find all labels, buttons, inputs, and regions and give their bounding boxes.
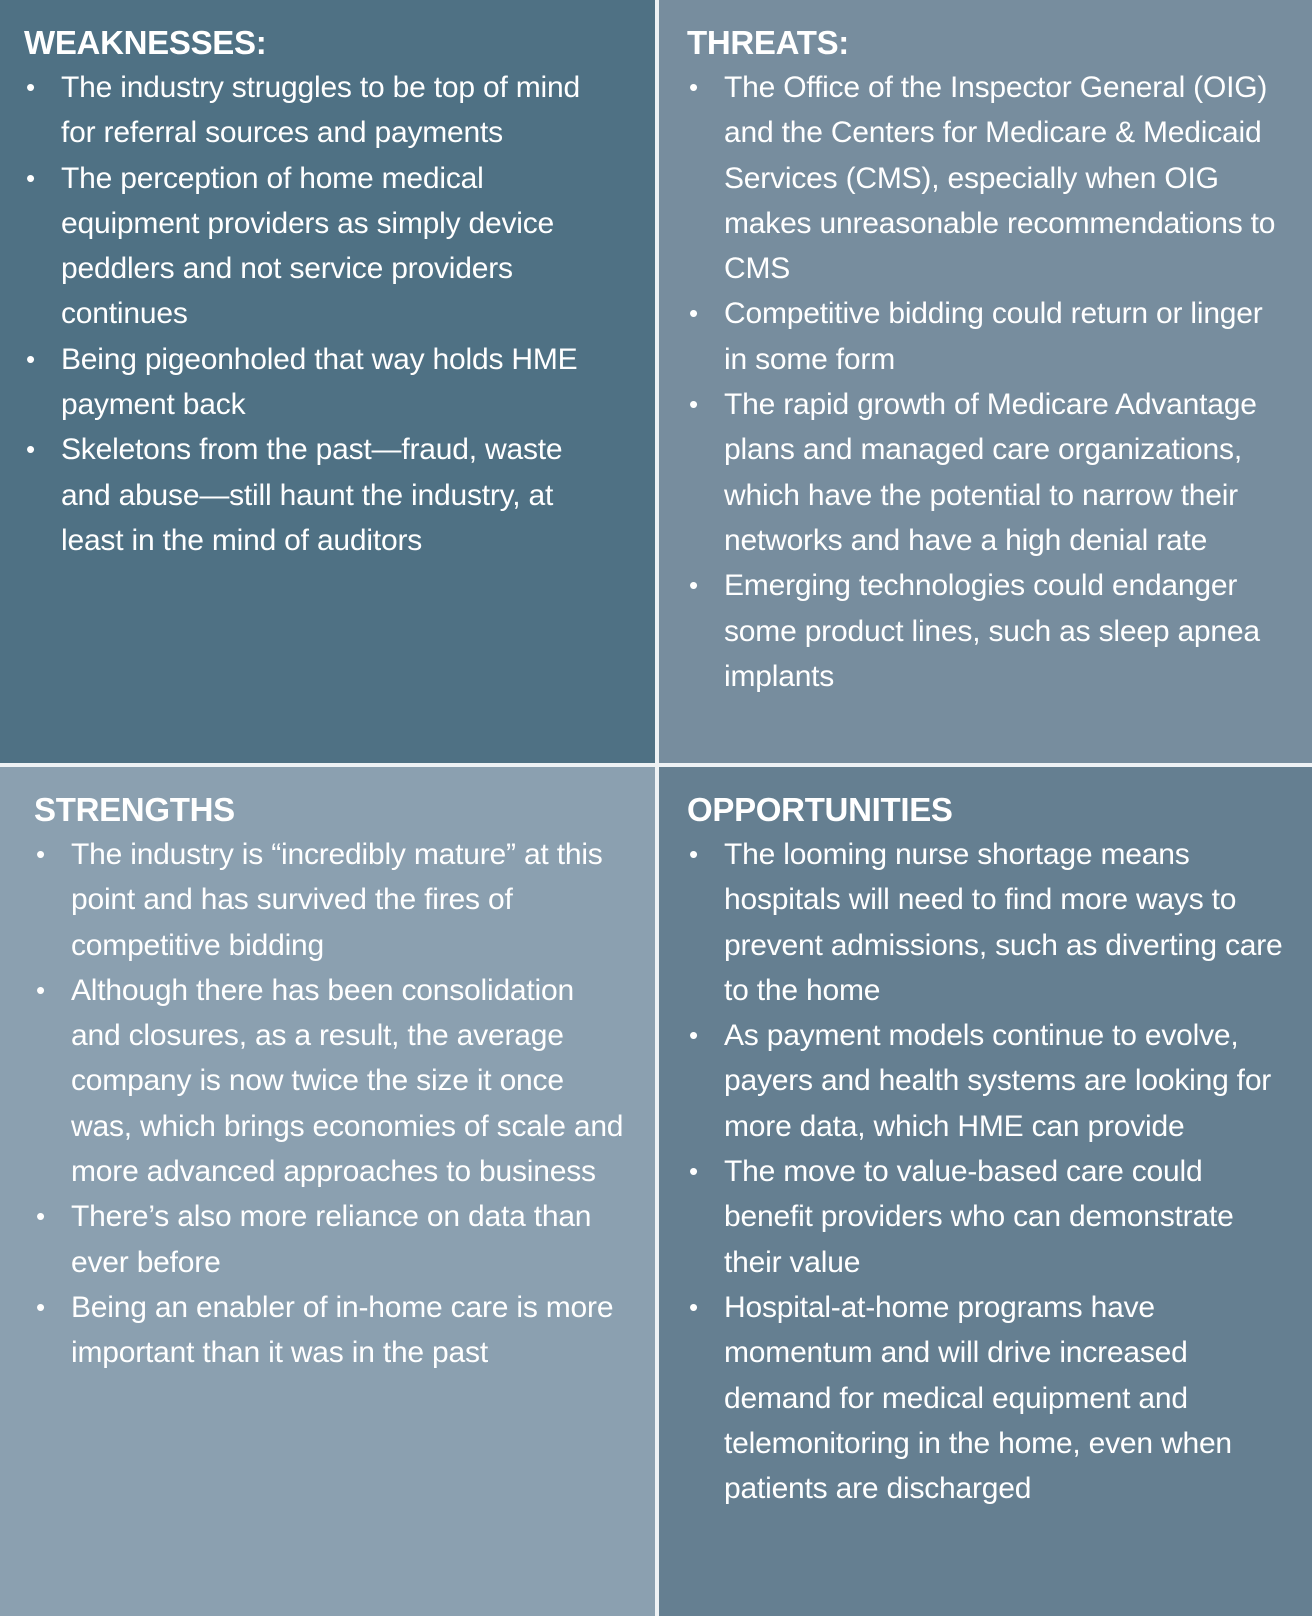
bullet-icon: • [689, 570, 698, 601]
list-item-text: Being pigeonholed that way holds HME payment back [61, 342, 578, 422]
list-item [687, 382, 1284, 563]
list-item [687, 291, 1284, 382]
strengths-list [34, 832, 655, 1376]
list-item [687, 65, 1284, 291]
list-item [34, 968, 631, 1194]
threats-title: THREATS: [687, 24, 849, 61]
threats-quadrant [659, 0, 1312, 763]
list-item-text: Skeletons from the past—fraud, waste and abuse—still haunt the industry, at least in the mind of auditors [61, 433, 563, 557]
opportunities-quadrant [659, 767, 1312, 1616]
list-item [687, 1013, 1284, 1149]
threats-list [687, 65, 1312, 699]
bullet-icon: • [36, 974, 45, 1005]
weaknesses-title: WEAKNESSES: [24, 24, 267, 61]
bullet-icon: • [689, 1020, 698, 1051]
strengths-title: STRENGTHS [34, 791, 235, 828]
weaknesses-quadrant [0, 0, 655, 763]
bullet-icon: • [26, 162, 35, 193]
bullet-icon: • [689, 298, 698, 329]
list-item [687, 1149, 1284, 1285]
bullet-icon: • [36, 839, 45, 869]
list-item [24, 65, 581, 156]
opportunities-list [687, 832, 1312, 1511]
bullet-icon: • [689, 1291, 698, 1322]
list-item-text: The Office of the Inspector General (OIG) and the Centers for Medicare & Medicaid Services (CMS), especially when OIG makes unreasonable recommendations to CMS [724, 71, 1276, 286]
bullet-icon: • [26, 72, 35, 102]
bullet-icon: • [36, 1291, 45, 1322]
list-item-text: Competitive bidding could return or linger in some form [724, 297, 1263, 376]
list-item [34, 1285, 631, 1376]
list-item [687, 1285, 1284, 1511]
bullet-icon: • [689, 72, 698, 102]
weaknesses-list [24, 65, 655, 563]
list-item [24, 337, 581, 428]
opportunities-title: OPPORTUNITIES [687, 791, 953, 828]
list-item-text: The industry struggles to be top of mind for referral sources and payments [61, 71, 580, 150]
list-item-text: Although there has been consolidation and closures, as a result, the average company is now twice the size it once was, which brings economies of scale and more advanced approaches to business [71, 973, 624, 1189]
list-item [24, 427, 581, 563]
bullet-icon: • [36, 1201, 45, 1232]
list-item-text: Emerging technologies could endanger some product lines, such as sleep apnea implants [724, 569, 1260, 693]
list-item-text: As payment models continue to evolve, payers and health systems are looking for more data, which HME can provide [724, 1019, 1272, 1143]
list-item [34, 1194, 631, 1285]
list-item-text: The industry is “incredibly mature” at this point and has survived the fires of competitive bidding [71, 838, 603, 962]
bullet-icon: • [689, 1156, 698, 1187]
list-item-text: Hospital-at-home programs have momentum and will drive increased demand for medical equipment and telemonitoring in the home, even when patients are discharged [724, 1290, 1232, 1506]
strengths-quadrant [0, 767, 655, 1616]
list-item [24, 156, 581, 337]
list-item-text: There’s also more reliance on data than ever before [71, 1200, 592, 1279]
list-item-text: The move to value-based care could benefit providers who can demonstrate their value [724, 1155, 1234, 1279]
bullet-icon: • [26, 434, 35, 465]
bullet-icon: • [689, 389, 698, 420]
bullet-icon: • [689, 839, 698, 869]
list-item-text: The perception of home medical equipment providers as simply device peddlers and not service providers continues [61, 161, 555, 331]
bullet-icon: • [26, 343, 35, 374]
list-item-text: Being an enabler of in-home care is more important than it was in the past [71, 1290, 614, 1370]
list-item [687, 563, 1284, 699]
list-item-text: The rapid growth of Medicare Advantage plans and managed care organizations, which have the potential to narrow their networks and have a high denial rate [724, 388, 1257, 557]
list-item-text: The looming nurse shortage means hospitals will need to find more ways to prevent admissions, such as diverting care to the home [724, 838, 1283, 1007]
list-item [34, 832, 631, 968]
list-item [687, 832, 1284, 1013]
